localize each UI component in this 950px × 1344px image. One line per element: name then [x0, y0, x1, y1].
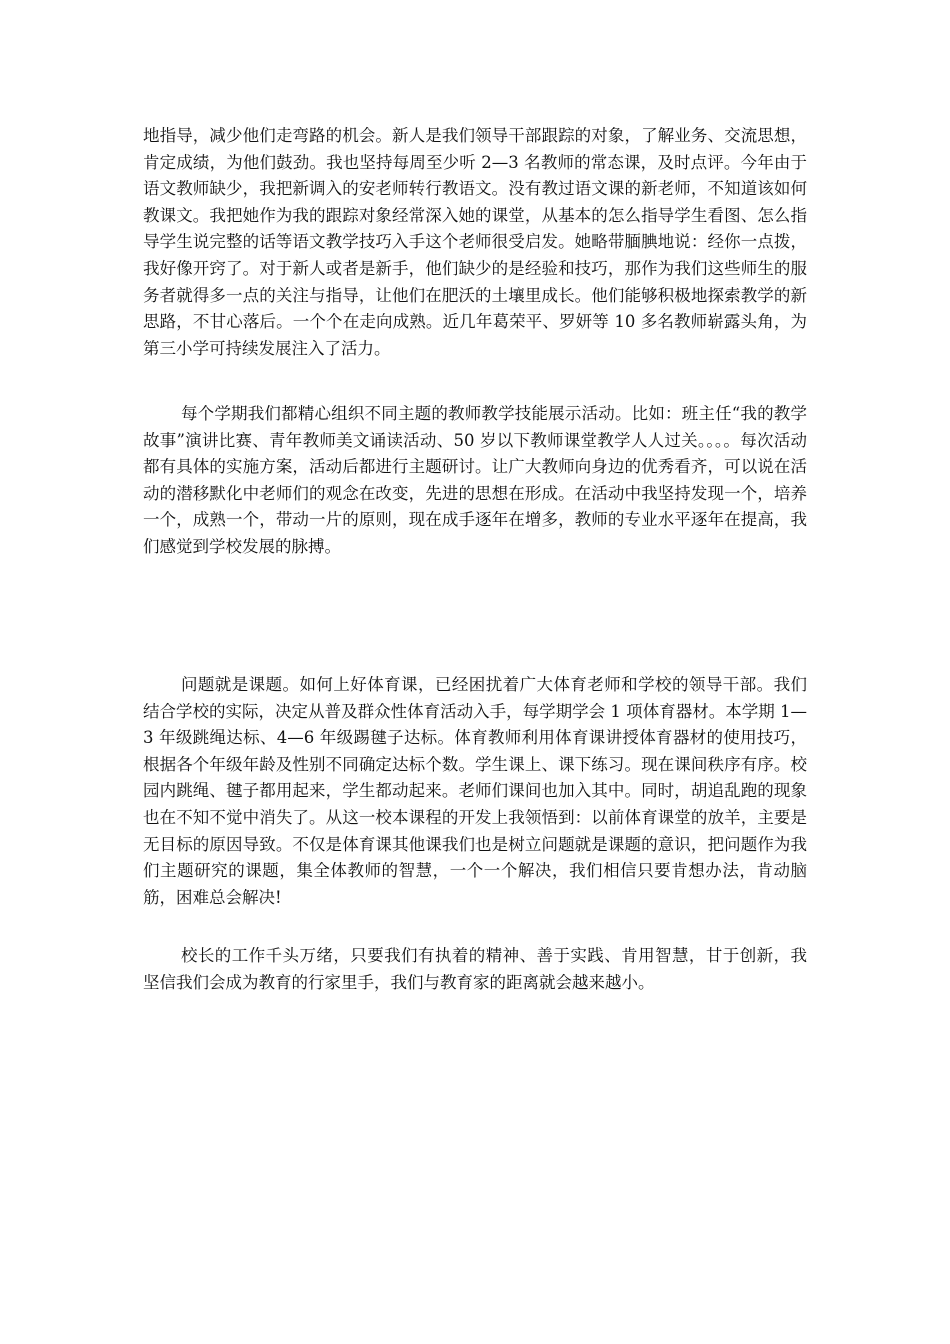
- paragraph-continued: 地指导，减少他们走弯路的机会。新人是我们领导干部跟踪的对象，了解业务、交流思想，肯定成绩，为他们鼓劲。我也坚持每周至少听 2—3 名教师的常态课，及时点评。今年由于语文教师缺少，我把新调入的安老师转行教语文。没有教过语文课的新老师，不知道该如何教课文。我把她作为我的跟踪对象经常深入她的课堂，从基本的怎么指导学生看图、怎么指导学生说完整的话等语文教学技巧入手这个老师很受启发。她略带腼腆地说：经你一点拨，我好像开窍了。对于新人或者是新手，他们缺少的是经验和技巧，那作为我们这些师生的服务者就得多一点的关注与指导，让他们在肥沃的土壤里成长。他们能够积极地探索教学的新思路，不甘心落后。一个个在走向成熟。近几年葛荣平、罗妍等 10 多名教师崭露头角，为第三小学可持续发展注入了活力。: [143, 126, 807, 358]
- paragraph-teaching-activities: 每个学期我们都精心组织不同主题的教师教学技能展示活动。比如：班主任“我的教学故事”演讲比赛、青年教师美文诵读活动、50 岁以下教师课堂教学人人过关。。。。每次活动都有具体的实施方案，活动后都进行主题研讨。让广大教师向身边的优秀看齐，可以说在活动的潜移默化中老师们的观念在改变，先进的思想在形成。在活动中我坚持发现一个，培养一个，成熟一个，带动一片的原则，现在成手逐年在增多，教师的专业水平逐年在提高，我们感觉到学校发展的脉搏。: [143, 404, 807, 556]
- paragraph-pe-topic: 问题就是课题。如何上好体育课，已经困扰着广大体育老师和学校的领导干部。我们结合学校的实际，决定从普及群众性体育活动入手，每学期学会 1 项体育器材。本学期 1—3 年级跳绳达标、4—6 年级踢毽子达标。体育教师利用体育课讲授体育器材的使用技巧，根据各个年级年龄及性别不同确定达标个数。学生课上、课下练习。现在课间秩序有序。校园内跳绳、毽子都用起来，学生都动起来。老师们课间也加入其中。同时，胡追乱跑的现象也在不知不觉中消失了。从这一校本课程的开发上我领悟到：以前体育课堂的放羊，主要是无目标的原因导致。不仅是体育课其他课我们也是树立问题就是课题的意识，把问题作为我们主题研究的课题，集全体教师的智慧，一个一个解决，我们相信只要肯想办法，肯动脑筋，困难总会解决!: [143, 675, 807, 907]
- paragraph-conclusion: 校长的工作千头万绪，只要我们有执着的精神、善于实践、肯用智慧，甘于创新，我坚信我们会成为教育的行家里手，我们与教育家的距离就会越来越小。: [143, 946, 807, 992]
